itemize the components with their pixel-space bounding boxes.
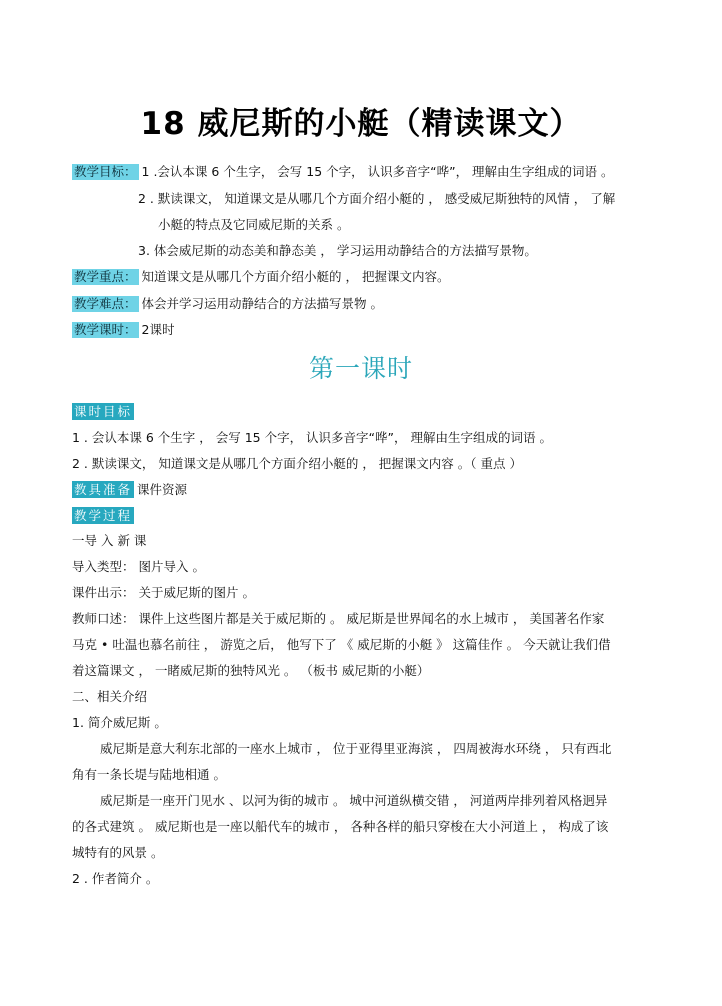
venice-para-1b: 角有一条长堤与陆地相通 。 bbox=[72, 767, 226, 782]
hours-tag: 教学课时： bbox=[74, 322, 137, 337]
step-import-heading: 一导 入 新 课 bbox=[72, 533, 147, 548]
prep-text: 课件资源 bbox=[137, 482, 188, 497]
prep-tag: 教具准备 bbox=[74, 482, 133, 497]
goal-item-1: 1 . 会认本课 6 个生字 ， 会写 15 个字， 认识多音字“哗”， 理解由生字组成的词语 。 bbox=[72, 430, 552, 445]
teacher-narration-2: 马克 • 吐温也慕名前往 ， 游览之后， 他写下了 《 威尼斯的小艇 》 这篇佳作 。 今天就让我们借 bbox=[72, 637, 611, 652]
prep-line bbox=[72, 481, 187, 498]
difficulty-line bbox=[72, 295, 383, 312]
related-intro-heading: 二、相关介绍 bbox=[72, 689, 148, 704]
key-point-text: 知道课文是从哪几个方面介绍小艇的 ， 把握课文内容。 bbox=[141, 269, 450, 284]
process-tag: 教学过程 bbox=[74, 508, 133, 523]
difficulty-tag: 教学难点： bbox=[74, 296, 137, 311]
objectives-line-1 bbox=[72, 163, 614, 180]
venice-para-2c: 城特有的风景 。 bbox=[72, 845, 164, 860]
venice-intro-heading: 1. 简介威尼斯 。 bbox=[72, 715, 167, 730]
venice-para-2a: 威尼斯是一座开门见水 、以河为街的城市 。 城中河道纵横交错 ， 河道两岸排列着风格迥异 bbox=[100, 793, 608, 808]
step-import-type: 导入类型： 图片导入 。 bbox=[72, 559, 205, 574]
key-point-tag: 教学重点： bbox=[74, 269, 137, 284]
difficulty-text: 体会并学习运用动静结合的方法描写景物 。 bbox=[141, 296, 383, 311]
goal-tag: 课时目标 bbox=[74, 404, 133, 419]
step-courseware: 课件出示： 关于威尼斯的图片 。 bbox=[72, 585, 255, 600]
teacher-narration-3: 着这篇课文 ， 一睹威尼斯的独特风光 。 （板书 威尼斯的小艇） bbox=[72, 663, 430, 678]
objectives-tag: 教学目标： bbox=[74, 164, 137, 179]
key-point-line bbox=[72, 268, 449, 285]
author-intro-heading: 2 . 作者简介 。 bbox=[72, 871, 159, 886]
venice-para-1a: 威尼斯是意大利东北部的一座水上城市 ， 位于亚得里亚海滨 ， 四周被海水环绕 ， 只有西北 bbox=[100, 741, 612, 756]
hours-text: 2课时 bbox=[141, 322, 175, 337]
document-title: 18 威尼斯的小艇（精读课文） bbox=[140, 106, 582, 142]
lesson-1-heading: 第一课时 bbox=[308, 354, 413, 383]
objective-item-1: 1 .会认本课 6 个生字， 会写 15 个字， 认识多音字“哗”， 理解由生字组成的词语 。 bbox=[141, 164, 614, 179]
objective-item-2a: 2 . 默读课文， 知道课文是从哪几个方面介绍小艇的 ， 感受威尼斯独特的风情 ， 了解 bbox=[138, 191, 616, 206]
teacher-narration-1: 教师口述： 课件上这些图片都是关于威尼斯的 。 威尼斯是世界闻名的水上城市 ， 美国著名作家 bbox=[72, 611, 605, 626]
goal-tag-line bbox=[72, 403, 137, 420]
objective-item-2b: 小艇的特点及它同威尼斯的关系 。 bbox=[158, 217, 350, 232]
venice-para-2b: 的各式建筑 。 威尼斯也是一座以船代车的城市 ， 各种各样的船只穿梭在大小河道上 ， 构成了该 bbox=[72, 819, 609, 834]
process-tag-line bbox=[72, 507, 137, 524]
goal-item-2: 2 . 默读课文， 知道课文是从哪几个方面介绍小艇的 ， 把握课文内容 。（ 重点 ） bbox=[72, 456, 522, 471]
hours-line bbox=[72, 321, 174, 338]
objective-item-3: 3. 体会威尼斯的动态美和静态美 ， 学习运用动静结合的方法描写景物。 bbox=[138, 243, 537, 258]
